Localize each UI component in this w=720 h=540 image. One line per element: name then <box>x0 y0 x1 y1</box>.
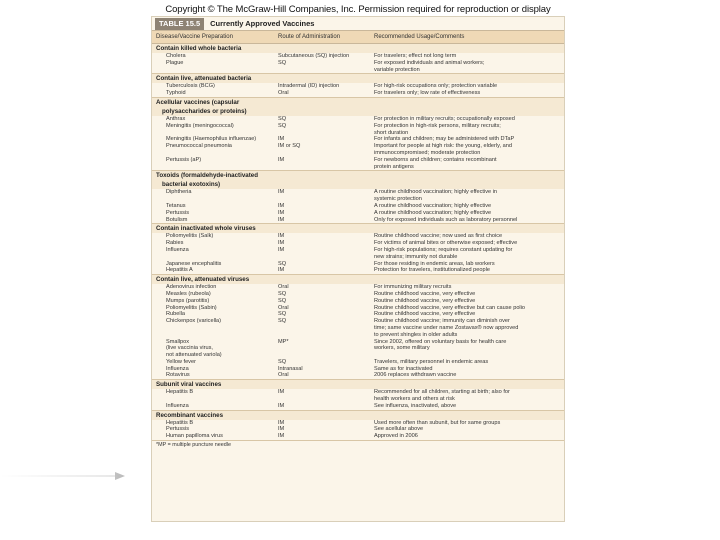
table-title: Currently Approved Vaccines <box>210 19 315 28</box>
cell-disease: Human papilloma virus <box>166 433 223 440</box>
section-heading-continued: polysaccharides or proteins) <box>152 107 564 116</box>
cell-route <box>278 345 374 352</box>
table-row <box>152 210 564 217</box>
cell-usage: A routine childhood vaccination; highly effective <box>374 202 492 209</box>
table-footnote: *MP = multiple puncture needle <box>156 442 231 449</box>
table-row <box>152 90 564 97</box>
cell-usage: Used more often than subunit, but for same groups <box>374 419 501 426</box>
cell-usage <box>374 352 564 359</box>
cell-disease <box>152 130 278 137</box>
table-row <box>152 352 564 359</box>
cell-disease: Japanese encephalitis <box>166 260 222 267</box>
table-row <box>152 123 564 130</box>
section-heading: Contain live, attenuated viruses <box>152 275 564 284</box>
cell-usage: See acellular above <box>374 426 424 433</box>
table-row <box>152 291 564 298</box>
cell-usage: Same as for inactivated <box>374 365 433 372</box>
cell-route: Intradermal (ID) injection <box>278 83 340 90</box>
cell-usage: A routine childhood vaccination; highly effective in <box>374 189 498 196</box>
cell-route <box>278 352 374 359</box>
cell-route: MP* <box>278 338 289 345</box>
cell-route: IM <box>278 419 285 426</box>
cell-disease: Rabies <box>166 240 184 247</box>
cell-usage: For high-risk populations; requires constant updating for <box>374 246 513 253</box>
table-row <box>152 60 564 67</box>
table-row <box>152 157 564 164</box>
section-heading: Acellular vaccines (capsular <box>152 98 564 107</box>
table-section <box>152 98 564 171</box>
cell-usage: For victims of animal bites or otherwise exposed; effective <box>374 240 518 247</box>
table-row <box>152 116 564 123</box>
section-heading: Recombinant vaccines <box>152 411 564 420</box>
table-row <box>152 196 564 203</box>
cell-usage: See influenza, inactivated, above <box>374 402 457 409</box>
cell-disease: Influenza <box>166 246 189 253</box>
cell-usage: For infants and children; may be administered with DTaP <box>374 136 515 143</box>
cell-disease: Pertussis (aP) <box>166 156 202 163</box>
table-row <box>152 83 564 90</box>
cell-usage: For protection in military recruits; occupationally exposed <box>374 115 515 122</box>
cell-route: IM <box>278 389 285 396</box>
cell-route: IM <box>278 202 285 209</box>
cell-route: IM <box>278 156 285 163</box>
table-row <box>152 130 564 137</box>
cell-disease: Pertussis <box>166 209 190 216</box>
cell-usage: A routine childhood vaccination; highly effective <box>374 209 492 216</box>
cell-route: IM <box>278 240 285 247</box>
cell-usage: Routine childhood vaccine, very effective <box>374 311 476 318</box>
cell-route: SQ <box>278 297 287 304</box>
table-row <box>152 217 564 224</box>
table-row <box>152 366 564 373</box>
table-section <box>152 380 564 410</box>
table-section <box>152 411 564 441</box>
table-row <box>152 311 564 318</box>
cell-usage: Routine childhood vaccine; now used as first choice <box>374 233 503 240</box>
table-row <box>152 372 564 379</box>
cell-usage: Routine childhood vaccine, very effective but can cause polio <box>374 304 526 311</box>
section-heading: Subunit viral vaccines <box>152 380 564 389</box>
cell-usage: For immunizing military recruits <box>374 284 452 291</box>
cell-route: IM <box>278 233 285 240</box>
cell-usage: immunocompromised; moderate protection <box>374 149 481 156</box>
cell-usage: Approved in 2006 <box>374 433 418 440</box>
cell-disease: Yellow fever <box>166 358 196 365</box>
section-heading-continued: bacterial exotoxins) <box>152 180 564 189</box>
table-row <box>152 325 564 332</box>
table-row <box>152 136 564 143</box>
cell-disease <box>152 67 278 74</box>
cell-route: Oral <box>278 304 289 311</box>
cell-route: SQ <box>278 358 287 365</box>
cell-route: IM <box>278 209 285 216</box>
cell-route: IM or SQ <box>278 143 301 150</box>
cell-route: IM <box>278 267 285 274</box>
table-row <box>152 284 564 291</box>
cell-disease: Poliomyelitis (Salk) <box>166 233 214 240</box>
cell-usage: variable protection <box>374 66 420 73</box>
cell-disease <box>152 396 278 403</box>
cell-disease: Pneumococcal pneumonia <box>166 143 232 150</box>
table-row <box>152 305 564 312</box>
table-row <box>152 247 564 254</box>
cell-disease: Influenza <box>166 402 189 409</box>
cell-disease: Chickenpox (varicella) <box>166 318 222 325</box>
cell-route: IM <box>278 216 285 223</box>
cell-usage: Protection for travelers, institutionalized people <box>374 267 490 274</box>
vaccine-table-figure <box>151 16 565 522</box>
cell-disease: Diphtheria <box>166 189 192 196</box>
cell-disease <box>152 254 278 261</box>
cell-route: SQ <box>278 311 287 318</box>
cell-disease: Botulism <box>166 216 188 223</box>
table-section <box>152 171 564 224</box>
cell-route <box>278 67 374 74</box>
cell-usage: For those residing in endemic areas, lab workers <box>374 260 495 267</box>
cell-disease: Meningitis (Haemophilus influenzae) <box>166 136 257 143</box>
cell-route: Oral <box>278 284 289 291</box>
cell-route: SQ <box>278 260 287 267</box>
cell-usage: Routine childhood vaccine; immunity can diminish over <box>374 318 510 325</box>
cell-route: Intranasal <box>278 365 303 372</box>
cell-disease: Meningitis (meningococcal) <box>166 122 234 129</box>
column-header-row <box>152 31 564 44</box>
cell-usage: Since 2002, offered on voluntary basis for health care <box>374 338 507 345</box>
table-row <box>152 143 564 150</box>
table-row <box>152 396 564 403</box>
cell-disease: (live vaccinia virus, <box>166 345 213 352</box>
cell-disease <box>152 150 278 157</box>
table-row <box>152 67 564 74</box>
copyright-notice: Copyright © The McGraw-Hill Companies, Inc. Permission required for reproduction or display <box>165 4 551 15</box>
cell-usage: For travelers; effect not long term <box>374 53 457 59</box>
cell-route: IM <box>278 433 285 440</box>
table-row <box>152 150 564 157</box>
cell-usage: Routine childhood vaccine, very effective <box>374 297 476 304</box>
column-header-route: Route of Administration <box>278 34 341 40</box>
table-row <box>152 433 564 440</box>
section-heading: Contain killed whole bacteria <box>152 44 564 53</box>
table-label: TABLE 15.5 <box>155 18 204 30</box>
cell-route: IM <box>278 136 285 143</box>
cell-usage: protein antigens <box>374 163 414 170</box>
cell-usage: For newborns and children; contains recombinant <box>374 156 497 163</box>
cell-disease: Measles (rubeola) <box>166 290 211 297</box>
table-row <box>152 240 564 247</box>
cell-route: SQ <box>278 122 287 129</box>
cell-usage: For exposed individuals and animal workers; <box>374 59 485 66</box>
cell-usage: Travelers, military personnel in endemic areas <box>374 358 489 365</box>
cell-usage: short duration <box>374 129 409 136</box>
cell-disease <box>152 325 278 332</box>
table-row <box>152 426 564 433</box>
cell-route <box>278 254 374 261</box>
table-row <box>152 389 564 396</box>
table-section <box>152 275 564 380</box>
cell-route <box>278 130 374 137</box>
cell-disease <box>152 164 278 171</box>
cell-usage: Only for exposed individuals such as laboratory personnel <box>374 216 518 223</box>
cell-route: SQ <box>278 290 287 297</box>
cell-disease: Tuberculosis (BCG) <box>166 83 215 90</box>
cell-route: IM <box>278 402 285 409</box>
table-row <box>152 298 564 305</box>
cell-route: Oral <box>278 90 289 97</box>
cell-disease: Hepatitis B <box>166 419 194 426</box>
cell-usage: systemic protection <box>374 196 422 203</box>
cell-disease: Anthrax <box>166 115 186 122</box>
cell-disease: Smallpox <box>166 338 190 345</box>
table-row <box>152 164 564 171</box>
cell-disease: Rubella <box>166 311 185 318</box>
cell-disease: Poliomyelitis (Sabin) <box>166 304 217 311</box>
cell-disease: Typhoid <box>166 90 186 97</box>
table-section <box>152 44 564 74</box>
cell-route: Oral <box>278 372 289 379</box>
table-body <box>152 44 564 441</box>
table-row <box>152 53 564 60</box>
cell-route: IM <box>278 246 285 253</box>
cell-route: SQ <box>278 318 287 325</box>
table-section <box>152 224 564 275</box>
table-row <box>152 203 564 210</box>
cell-usage: new strains; immunity not durable <box>374 253 458 260</box>
table-row <box>152 403 564 410</box>
cell-usage: For high-risk occupations only; protection variable <box>374 83 498 90</box>
cell-disease: Hepatitis B <box>166 389 194 396</box>
table-title-row <box>152 17 564 31</box>
cell-disease: not attenuated variola) <box>166 352 222 359</box>
table-row <box>152 359 564 366</box>
table-row <box>152 189 564 196</box>
cell-disease: Cholera <box>166 53 186 59</box>
cell-usage: For travelers only; low rate of effectiveness <box>374 90 481 97</box>
cell-route <box>278 396 374 403</box>
cell-route: IM <box>278 189 285 196</box>
cell-route: IM <box>278 426 285 433</box>
cell-disease: Influenza <box>166 365 189 372</box>
cell-disease <box>152 332 278 339</box>
cell-usage: health workers and others at risk <box>374 396 455 403</box>
cell-usage: workers, some military <box>374 345 430 352</box>
cell-route: SQ <box>278 115 287 122</box>
cell-route: SQ <box>278 59 287 66</box>
cell-route <box>278 164 374 171</box>
section-heading: Contain live, attenuated bacteria <box>152 74 564 83</box>
cell-route: Subcutaneous (SQ) injection <box>278 53 350 59</box>
table-row <box>152 261 564 268</box>
cell-usage: time; same vaccine under name Zostavax® now approved <box>374 324 519 331</box>
table-row <box>152 420 564 427</box>
cell-usage: Important for people at high risk: the young, elderly, and <box>374 143 512 150</box>
cell-disease: Plague <box>166 59 184 66</box>
cell-route <box>278 150 374 157</box>
cell-route <box>278 332 374 339</box>
cell-usage: Routine childhood vaccine, very effective <box>374 290 476 297</box>
section-heading: Toxoids (formaldehyde-inactivated <box>152 171 564 180</box>
cell-usage: For protection in high-risk persons, military recruits; <box>374 122 501 129</box>
table-row <box>152 267 564 274</box>
cell-disease: Mumps (parotitis) <box>166 297 210 304</box>
column-header-usage: Recommended Usage/Comments <box>374 34 465 40</box>
cell-usage: to prevent shingles in older adults <box>374 331 458 338</box>
table-row <box>152 345 564 352</box>
section-heading: Contain inactivated whole viruses <box>152 224 564 233</box>
cell-disease: Hepatitis A <box>166 267 193 274</box>
table-row <box>152 318 564 325</box>
cell-route <box>278 196 374 203</box>
cell-route <box>278 325 374 332</box>
cell-disease <box>152 196 278 203</box>
table-row <box>152 332 564 339</box>
cell-disease: Pertussis <box>166 426 190 433</box>
cell-usage: Recommended for all children, starting at birth; also for <box>374 389 510 396</box>
table-section <box>152 74 564 98</box>
column-header-disease: Disease/Vaccine Preparation <box>156 34 233 40</box>
cell-disease: Adenovirus infection <box>166 284 217 291</box>
table-row <box>152 233 564 240</box>
cell-disease: Rotavirus <box>166 372 190 379</box>
table-row <box>152 339 564 346</box>
table-row <box>152 254 564 261</box>
cell-disease: Tetanus <box>166 202 186 209</box>
cell-usage: 2006 replaces withdrawn vaccine <box>374 372 457 379</box>
